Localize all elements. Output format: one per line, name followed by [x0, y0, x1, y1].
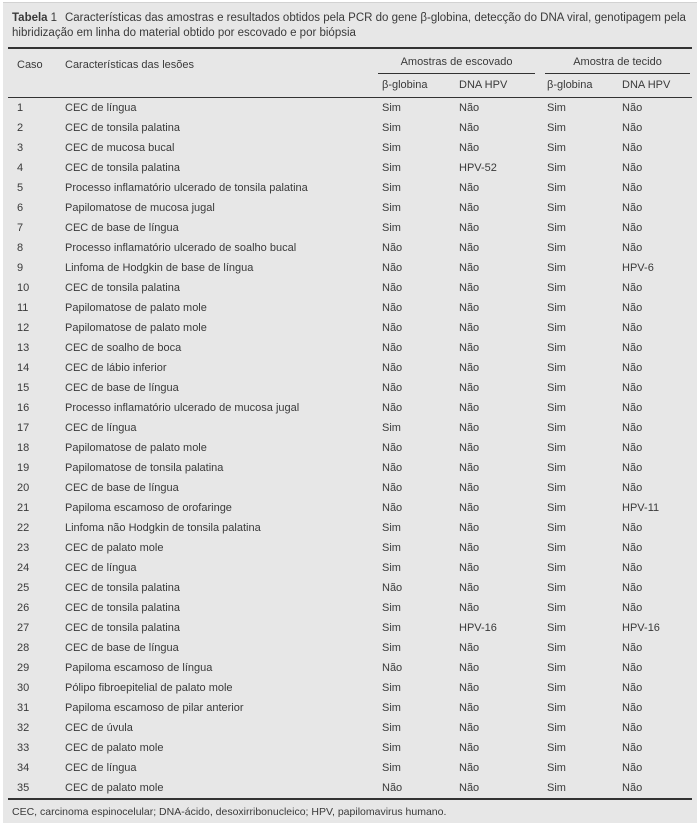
table-row [8, 98, 692, 119]
lesion-cell: CEC de soalho de boca [65, 342, 182, 354]
case-number-cell: 16 [17, 402, 30, 414]
brush-bglobin-cell: Sim [382, 122, 401, 134]
tissue-dna-hpv-cell: Não [622, 602, 643, 614]
tissue-bglobin-cell: Sim [547, 282, 566, 294]
table-row [8, 538, 692, 558]
column-header-caso: Caso [8, 49, 60, 98]
tissue-bglobin-cell: Sim [547, 642, 566, 654]
brush-bglobin-cell: Sim [382, 102, 401, 114]
tissue-bglobin-cell: Sim [547, 382, 566, 394]
tissue-bglobin-cell: Sim [547, 222, 566, 234]
lesion-cell: Processo inflamatório ulcerado de soalho bucal [65, 242, 297, 254]
table-row [8, 558, 692, 578]
brush-bglobin-cell: Não [382, 342, 403, 354]
tissue-bglobin-cell: Sim [547, 442, 566, 454]
case-number-cell: 31 [17, 702, 30, 714]
tissue-dna-hpv-cell: Não [622, 282, 643, 294]
tissue-bglobin-cell: Sim [547, 262, 566, 274]
lesion-cell: CEC de úvula [65, 722, 133, 734]
table-row [8, 238, 692, 258]
tissue-dna-hpv-cell: Não [622, 422, 643, 434]
case-number-cell: 13 [17, 342, 30, 354]
tissue-bglobin-cell: Sim [547, 142, 566, 154]
brush-dna-hpv-cell: Não [455, 778, 543, 799]
tissue-bglobin-cell: Sim [547, 302, 566, 314]
case-number-cell: 35 [8, 778, 60, 799]
brush-dna-hpv-cell: Não [459, 722, 480, 734]
group-header-tissue-sample-label: Amostra de tecido [545, 56, 690, 74]
tissue-bglobin-cell: Sim [547, 342, 566, 354]
subheader-tissue-bglobin: β-globina [543, 74, 618, 98]
brush-bglobin-cell: Sim [382, 722, 401, 734]
tissue-dna-hpv-cell: Não [622, 642, 643, 654]
brush-dna-hpv-cell: Não [459, 322, 480, 334]
case-number-cell: 23 [17, 542, 30, 554]
case-number-cell: 25 [17, 582, 30, 594]
tissue-bglobin-cell: Sim [547, 102, 566, 114]
brush-dna-hpv-cell: Não [459, 602, 480, 614]
tissue-dna-hpv-cell: Não [622, 722, 643, 734]
brush-dna-hpv-cell: HPV-52 [459, 162, 497, 174]
table-row [8, 418, 692, 438]
case-number-cell: 34 [17, 762, 30, 774]
tissue-dna-hpv-cell: Não [622, 302, 643, 314]
subheader-tissue-dna-hpv: DNA HPV [618, 74, 692, 98]
brush-bglobin-cell: Sim [382, 702, 401, 714]
table-body [8, 98, 692, 800]
lesion-cell: CEC de palato mole [65, 542, 164, 554]
brush-bglobin-cell: Não [382, 442, 403, 454]
lesion-cell: CEC de tonsila palatina [65, 122, 180, 134]
brush-dna-hpv-cell: Não [459, 462, 480, 474]
tissue-dna-hpv-cell: Não [622, 482, 643, 494]
brush-bglobin-cell: Não [382, 302, 403, 314]
lesion-cell: CEC de base de língua [65, 482, 179, 494]
tissue-dna-hpv-cell: Não [622, 202, 643, 214]
lesion-cell: CEC de tonsila palatina [65, 582, 180, 594]
tissue-bglobin-cell: Sim [547, 402, 566, 414]
table-row [8, 778, 692, 799]
lesion-cell: CEC de tonsila palatina [65, 162, 180, 174]
brush-dna-hpv-cell: Não [459, 342, 480, 354]
brush-dna-hpv-cell: Não [459, 642, 480, 654]
table-row [8, 578, 692, 598]
table-row [8, 158, 692, 178]
case-number-cell: 26 [17, 602, 30, 614]
tissue-dna-hpv-cell: Não [622, 382, 643, 394]
brush-bglobin-cell: Não [382, 282, 403, 294]
brush-bglobin-cell: Sim [382, 182, 401, 194]
tissue-dna-hpv-cell: HPV-16 [622, 622, 660, 634]
tissue-dna-hpv-cell: Não [622, 462, 643, 474]
lesion-cell: CEC de língua [65, 422, 137, 434]
case-number-cell: 1 [17, 102, 24, 114]
table-row [8, 178, 692, 198]
lesion-cell: CEC de língua [65, 762, 137, 774]
tissue-dna-hpv-cell: HPV-6 [622, 262, 654, 274]
lesion-cell: CEC de palato mole [65, 742, 164, 754]
brush-dna-hpv-cell: Não [459, 182, 480, 194]
case-number-cell: 21 [17, 502, 30, 514]
table-row [8, 618, 692, 638]
table-row [8, 278, 692, 298]
case-number-cell: 24 [17, 562, 30, 574]
group-header-brush-samples [378, 49, 543, 74]
brush-dna-hpv-cell: Não [459, 422, 480, 434]
tissue-dna-hpv-cell: Não [622, 522, 643, 534]
table-row [8, 298, 692, 318]
brush-dna-hpv-cell: Não [459, 262, 480, 274]
brush-bglobin-cell: Sim [382, 762, 401, 774]
brush-dna-hpv-cell: Não [459, 142, 480, 154]
tissue-bglobin-cell: Sim [543, 778, 618, 799]
tissue-bglobin-cell: Sim [547, 682, 566, 694]
column-header-lesions: Características das lesões [60, 49, 378, 98]
table-row [8, 218, 692, 238]
tissue-dna-hpv-cell: Não [622, 242, 643, 254]
lesion-cell: CEC de base de língua [65, 382, 179, 394]
case-number-cell: 22 [17, 522, 30, 534]
tissue-bglobin-cell: Sim [547, 742, 566, 754]
tissue-dna-hpv-cell: HPV-11 [622, 502, 660, 514]
tissue-bglobin-cell: Sim [547, 722, 566, 734]
table-row [8, 458, 692, 478]
brush-bglobin-cell: Não [382, 502, 403, 514]
brush-bglobin-cell: Não [382, 262, 403, 274]
tissue-bglobin-cell: Sim [547, 182, 566, 194]
tissue-bglobin-cell: Sim [547, 562, 566, 574]
tissue-dna-hpv-cell: Não [622, 562, 643, 574]
tissue-dna-hpv-cell: Não [622, 162, 643, 174]
brush-bglobin-cell: Não [382, 382, 403, 394]
case-number-cell: 10 [17, 282, 30, 294]
table-caption [8, 10, 692, 49]
table-footnote: CEC, carcinoma espinocelular; DNA-ácido, desoxirribonucleico; HPV, papilomavirus humano. [12, 806, 447, 818]
brush-bglobin-cell: Não [378, 778, 455, 799]
table-row [8, 358, 692, 378]
lesion-cell: Papilomatose de palato mole [65, 322, 207, 334]
tissue-bglobin-cell: Sim [547, 582, 566, 594]
table-row [8, 518, 692, 538]
lesion-cell: Pólipo fibroepitelial de palato mole [65, 682, 233, 694]
brush-bglobin-cell: Sim [382, 522, 401, 534]
brush-dna-hpv-cell: Não [459, 742, 480, 754]
tissue-dna-hpv-cell: Não [622, 182, 643, 194]
tissue-dna-hpv-cell: Não [622, 322, 643, 334]
tissue-dna-hpv-cell: Não [622, 142, 643, 154]
brush-dna-hpv-cell: Não [459, 362, 480, 374]
group-header-tissue-sample [543, 49, 692, 74]
brush-bglobin-cell: Sim [382, 602, 401, 614]
tissue-dna-hpv-cell: Não [618, 778, 692, 799]
tissue-dna-hpv-cell: Não [622, 582, 643, 594]
tissue-dna-hpv-cell: Não [622, 702, 643, 714]
brush-bglobin-cell: Sim [382, 542, 401, 554]
brush-dna-hpv-cell: Não [459, 702, 480, 714]
table-row [8, 318, 692, 338]
brush-dna-hpv-cell: Não [459, 502, 480, 514]
case-number-cell: 14 [17, 362, 30, 374]
lesion-cell: CEC de tonsila palatina [65, 602, 180, 614]
lesion-cell: Papilomatose de mucosa jugal [65, 202, 215, 214]
brush-dna-hpv-cell: Não [459, 442, 480, 454]
case-number-cell: 7 [17, 222, 24, 234]
tissue-bglobin-cell: Sim [547, 622, 566, 634]
tissue-bglobin-cell: Sim [547, 362, 566, 374]
brush-bglobin-cell: Sim [382, 142, 401, 154]
case-number-cell: 3 [17, 142, 24, 154]
lesion-cell: Papiloma escamoso de orofaringe [65, 502, 232, 514]
lesion-cell: CEC de língua [65, 102, 137, 114]
table-row [8, 738, 692, 758]
table-row [8, 678, 692, 698]
table-row [8, 258, 692, 278]
table-row [8, 598, 692, 618]
brush-bglobin-cell: Sim [382, 742, 401, 754]
tissue-dna-hpv-cell: Não [622, 222, 643, 234]
tissue-dna-hpv-cell: Não [622, 122, 643, 134]
brush-dna-hpv-cell: Não [459, 482, 480, 494]
lesion-cell: CEC de mucosa bucal [65, 142, 175, 154]
tissue-dna-hpv-cell: Não [622, 402, 643, 414]
lesion-cell: CEC de tonsila palatina [65, 622, 180, 634]
lesion-cell: Papiloma escamoso de língua [65, 662, 213, 674]
brush-dna-hpv-cell: Não [459, 582, 480, 594]
tissue-bglobin-cell: Sim [547, 602, 566, 614]
tissue-bglobin-cell: Sim [547, 522, 566, 534]
tissue-bglobin-cell: Sim [547, 122, 566, 134]
case-number-cell: 29 [17, 662, 30, 674]
table-row [8, 658, 692, 678]
caption-text: Características das amostras e resultados obtidos pela PCR do gene β-globina, detecção do DNA viral, genotipagem pela hibridização em linha do material obtido por escovado e por biópsia [12, 12, 686, 39]
brush-dna-hpv-cell: Não [459, 542, 480, 554]
tissue-bglobin-cell: Sim [547, 462, 566, 474]
table-header [8, 49, 692, 98]
table-row [8, 638, 692, 658]
brush-bglobin-cell: Não [382, 242, 403, 254]
brush-dna-hpv-cell: Não [459, 402, 480, 414]
brush-bglobin-cell: Não [382, 482, 403, 494]
lesion-cell: Processo inflamatório ulcerado de tonsila palatina [65, 182, 308, 194]
brush-bglobin-cell: Sim [382, 562, 401, 574]
tissue-bglobin-cell: Sim [547, 422, 566, 434]
brush-bglobin-cell: Sim [382, 642, 401, 654]
case-number-cell: 32 [17, 722, 30, 734]
table-panel [3, 2, 697, 823]
brush-dna-hpv-cell: Não [459, 562, 480, 574]
case-number-cell: 15 [17, 382, 30, 394]
tissue-dna-hpv-cell: Não [622, 342, 643, 354]
subheader-brush-dna-hpv: DNA HPV [455, 74, 543, 98]
brush-dna-hpv-cell: Não [459, 682, 480, 694]
brush-dna-hpv-cell: Não [459, 242, 480, 254]
tissue-bglobin-cell: Sim [547, 762, 566, 774]
brush-dna-hpv-cell: Não [459, 522, 480, 534]
tissue-bglobin-cell: Sim [547, 502, 566, 514]
table-row [8, 138, 692, 158]
brush-dna-hpv-cell: Não [459, 382, 480, 394]
case-number-cell: 2 [17, 122, 24, 134]
lesion-cell: CEC de palato mole [60, 778, 378, 799]
group-header-brush-samples-label: Amostras de escovado [378, 56, 535, 74]
tissue-dna-hpv-cell: Não [622, 662, 643, 674]
table-row [8, 698, 692, 718]
table-row [8, 438, 692, 458]
lesion-cell: CEC de lábio inferior [65, 362, 167, 374]
tissue-bglobin-cell: Sim [547, 202, 566, 214]
tissue-dna-hpv-cell: Não [622, 542, 643, 554]
tissue-bglobin-cell: Sim [547, 242, 566, 254]
case-number-cell: 28 [17, 642, 30, 654]
brush-bglobin-cell: Sim [382, 202, 401, 214]
brush-dna-hpv-cell: Não [459, 222, 480, 234]
tissue-bglobin-cell: Sim [547, 322, 566, 334]
brush-bglobin-cell: Não [382, 462, 403, 474]
brush-dna-hpv-cell: Não [459, 762, 480, 774]
tissue-bglobin-cell: Sim [547, 162, 566, 174]
tissue-bglobin-cell: Sim [547, 482, 566, 494]
case-number-cell: 18 [17, 442, 30, 454]
brush-dna-hpv-cell: Não [459, 302, 480, 314]
case-number-cell: 4 [17, 162, 24, 174]
brush-bglobin-cell: Não [382, 582, 403, 594]
brush-bglobin-cell: Sim [382, 622, 401, 634]
tissue-dna-hpv-cell: Não [622, 742, 643, 754]
tissue-bglobin-cell: Sim [547, 702, 566, 714]
case-number-cell: 17 [17, 422, 30, 434]
table-row [8, 718, 692, 738]
lesion-cell: Processo inflamatório ulcerado de mucosa jugal [65, 402, 300, 414]
table-row [8, 498, 692, 518]
table-row [8, 398, 692, 418]
lesion-cell: CEC de base de língua [65, 222, 179, 234]
lesion-cell: Papilomatose de palato mole [65, 302, 207, 314]
case-number-cell: 20 [17, 482, 30, 494]
case-number-cell: 9 [17, 262, 24, 274]
case-number-cell: 11 [17, 302, 29, 314]
lesion-cell: Papilomatose de tonsila palatina [65, 462, 224, 474]
table-row [8, 118, 692, 138]
caption-label: Tabela [12, 12, 48, 24]
brush-bglobin-cell: Sim [382, 162, 401, 174]
case-number-cell: 8 [17, 242, 24, 254]
results-table [8, 49, 692, 800]
caption-number: 1 [50, 12, 57, 24]
brush-dna-hpv-cell: Não [459, 102, 480, 114]
tissue-bglobin-cell: Sim [547, 662, 566, 674]
tissue-bglobin-cell: Sim [547, 542, 566, 554]
lesion-cell: CEC de língua [65, 562, 137, 574]
brush-bglobin-cell: Não [382, 402, 403, 414]
table-row [8, 758, 692, 778]
case-number-cell: 6 [17, 202, 24, 214]
brush-bglobin-cell: Sim [382, 422, 401, 434]
case-number-cell: 5 [17, 182, 24, 194]
tissue-dna-hpv-cell: Não [622, 762, 643, 774]
table-row [8, 378, 692, 398]
table-row [8, 198, 692, 218]
case-number-cell: 33 [17, 742, 30, 754]
brush-dna-hpv-cell: Não [459, 662, 480, 674]
tissue-dna-hpv-cell: Não [622, 682, 643, 694]
tissue-dna-hpv-cell: Não [622, 102, 643, 114]
brush-bglobin-cell: Não [382, 362, 403, 374]
lesion-cell: CEC de tonsila palatina [65, 282, 180, 294]
lesion-cell: CEC de base de língua [65, 642, 179, 654]
tissue-dna-hpv-cell: Não [622, 362, 643, 374]
table-row [8, 338, 692, 358]
case-number-cell: 27 [17, 622, 30, 634]
brush-bglobin-cell: Não [382, 322, 403, 334]
lesion-cell: Papilomatose de palato mole [65, 442, 207, 454]
lesion-cell: Linfoma de Hodgkin de base de língua [65, 262, 254, 274]
brush-bglobin-cell: Sim [382, 682, 401, 694]
lesion-cell: Papiloma escamoso de pilar anterior [65, 702, 244, 714]
subheader-brush-bglobin: β-globina [378, 74, 455, 98]
brush-dna-hpv-cell: Não [459, 282, 480, 294]
case-number-cell: 19 [17, 462, 30, 474]
tissue-dna-hpv-cell: Não [622, 442, 643, 454]
brush-dna-hpv-cell: HPV-16 [459, 622, 497, 634]
brush-dna-hpv-cell: Não [459, 122, 480, 134]
table-row [8, 478, 692, 498]
brush-bglobin-cell: Não [382, 662, 403, 674]
brush-dna-hpv-cell: Não [459, 202, 480, 214]
lesion-cell: Linfoma não Hodgkin de tonsila palatina [65, 522, 261, 534]
case-number-cell: 12 [17, 322, 30, 334]
case-number-cell: 30 [17, 682, 30, 694]
brush-bglobin-cell: Sim [382, 222, 401, 234]
